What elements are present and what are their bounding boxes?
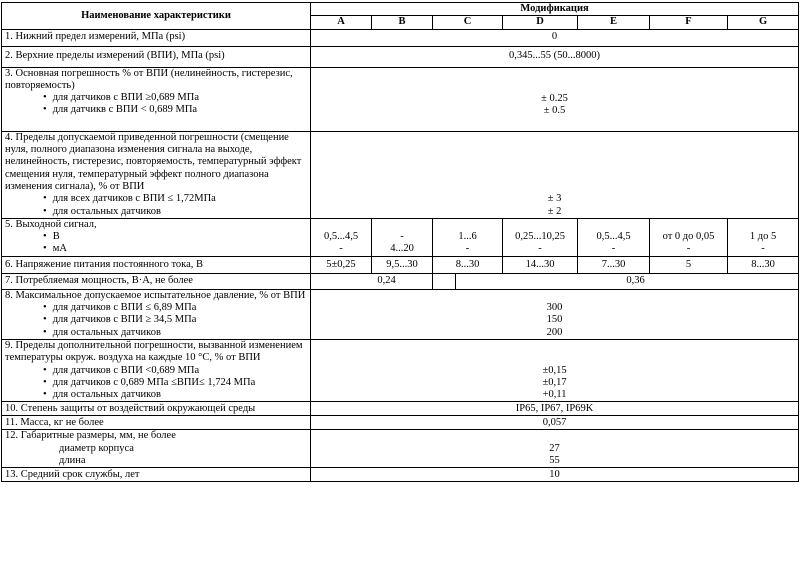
row-test-pressure [2, 289, 799, 339]
mod-f: F [650, 16, 728, 29]
row-label: 1. Нижний предел измерений, МПа (psi) [2, 29, 311, 46]
row-label: 6. Напряжение питания постоянного тока, В [2, 256, 311, 273]
row-label: 13. Средний срок службы, лет [2, 468, 311, 482]
row-value: 0 [311, 29, 799, 46]
row-cell [2, 218, 311, 256]
row-value: 55 [549, 455, 560, 467]
list-item: • для датчиков с ВПИ <0,689 МПа [5, 365, 307, 377]
list-item: • для всех датчиков с ВПИ ≤ 1,72МПа [5, 193, 307, 205]
header-modification: Модификация [311, 3, 799, 16]
row-value: ± 0.25 [541, 92, 568, 104]
row-upper-limits [2, 46, 799, 67]
cell-e: 7...30 [578, 256, 650, 273]
row-label: 12. Габаритные размеры, мм, не более [5, 430, 176, 442]
row-cell [2, 430, 311, 468]
row-dimensions [2, 430, 799, 468]
cell-d: 0,25...10,25 - [503, 218, 578, 256]
header-name-col: Наименование характеристики [2, 3, 311, 30]
cell-a: 0,5...4,5 - [311, 218, 372, 256]
list-item: диаметр корпуса [59, 442, 134, 454]
mod-e: E [578, 16, 650, 29]
cell-b: - 4...20 [372, 218, 433, 256]
row-value: 150 [546, 314, 563, 326]
row-label: 5. Выходной сигнал, [5, 218, 97, 230]
list-item: • для остальных датчиков [5, 389, 307, 401]
row-label: 4. Пределы допускаемой приведенной погрешности (смещение нуля, полного диапазона изменения сигнала на выходе, нелинейность, гистерезис, повторяемость, температурный эффект смещения нуля, температурный эффект полного диапазона изменения сигнала), % от ВПИ [5, 131, 302, 192]
cell-power-ab: 0,24 [311, 273, 433, 289]
row-value: +0,11 [542, 389, 567, 401]
list-item: • В [5, 231, 307, 243]
cell-g: 8...30 [728, 256, 799, 273]
row-label: 8. Максимальное допускаемое испытательное давление, % от ВПИ [5, 289, 306, 301]
row-value: 200 [546, 326, 563, 338]
row-service-life [2, 468, 799, 482]
row-output-signal [2, 218, 799, 256]
row-label: 11. Масса, кг не более [2, 416, 311, 430]
list-item: • для датчиков с ВПИ ≥ 34,5 МПа [5, 314, 307, 326]
row-value: ±0,17 [542, 376, 567, 388]
row-value: ± 0.5 [543, 104, 566, 116]
cell-a: 5±0,25 [311, 256, 372, 273]
list-item: • для датчикв с ВПИ < 0,689 МПа [5, 104, 307, 116]
row-value: 27 [549, 442, 560, 454]
row-protection [2, 402, 799, 416]
row-value: 0,057 [311, 416, 799, 430]
row-value: IP65, IP67, IP69K [311, 402, 799, 416]
cell-f: от 0 до 0,05 - [650, 218, 728, 256]
mod-c: C [433, 16, 503, 29]
row-value: 10 [311, 468, 799, 482]
cell-power-cg: 0,36 [433, 273, 799, 289]
row-supply-voltage [2, 256, 799, 273]
row-values [311, 430, 799, 468]
cell-c: 8...30 [433, 256, 503, 273]
row-power [2, 273, 799, 289]
list-item: • для остальных датчиков [5, 206, 307, 218]
mod-b: B [372, 16, 433, 29]
row-value: ± 2 [547, 205, 562, 217]
cell-b: 9,5...30 [372, 256, 433, 273]
mod-g: G [728, 16, 799, 29]
cell-d: 14...30 [503, 256, 578, 273]
row-cell [2, 131, 311, 218]
row-lower-limit [2, 29, 799, 46]
list-item: • для датчиков с ВПИ ≥0,689 МПа [5, 92, 307, 104]
row-values [311, 339, 799, 401]
row-cell [2, 339, 311, 401]
row-label: 3. Основная погрешность % от ВПИ (нелинейность, гистерезис, повторяемость) [5, 67, 293, 91]
cell-e: 0,5...4,5 - [578, 218, 650, 256]
row-value: ±0,15 [542, 364, 567, 376]
mod-d: D [503, 16, 578, 29]
row-label: 7. Потребляемая мощность, В·А, не более [2, 273, 311, 289]
cell-c: 1...6 - [433, 218, 503, 256]
row-values [311, 289, 799, 339]
cell-g: 1 до 5 - [728, 218, 799, 256]
list-item: • для остальных датчиков [5, 327, 307, 339]
list-item: • для датчиков с 0,689 МПа ≤ВПИ≤ 1,724 МПа [5, 377, 307, 389]
list-item: • для датчиков с ВПИ ≤ 6,89 МПа [5, 302, 307, 314]
cell-f: 5 [650, 256, 728, 273]
characteristics-table [1, 2, 799, 482]
row-basic-error [2, 67, 799, 131]
row-value: ± 3 [547, 193, 562, 205]
row-value: 300 [546, 302, 563, 314]
list-item: длина [59, 455, 86, 467]
row-value: 0,345...55 (50...8000) [311, 46, 799, 67]
row-values [311, 131, 799, 218]
list-item: • мА [5, 243, 307, 255]
row-label: 2. Верхние пределы измерений (ВПИ), МПа (psi) [2, 46, 311, 67]
row-values [311, 67, 799, 131]
row-label: 9. Пределы дополнительной погрешности, вызванной изменением температуры окруж. воздуха на каждые 10 °С, % от ВПИ [5, 339, 303, 364]
row-cell [2, 67, 311, 131]
row-label: 10. Степень защиты от воздействий окружающей среды [2, 402, 311, 416]
row-temperature-error [2, 339, 799, 401]
row-reduced-error [2, 131, 799, 218]
row-mass [2, 416, 799, 430]
row-cell [2, 289, 311, 339]
mod-a: A [311, 16, 372, 29]
